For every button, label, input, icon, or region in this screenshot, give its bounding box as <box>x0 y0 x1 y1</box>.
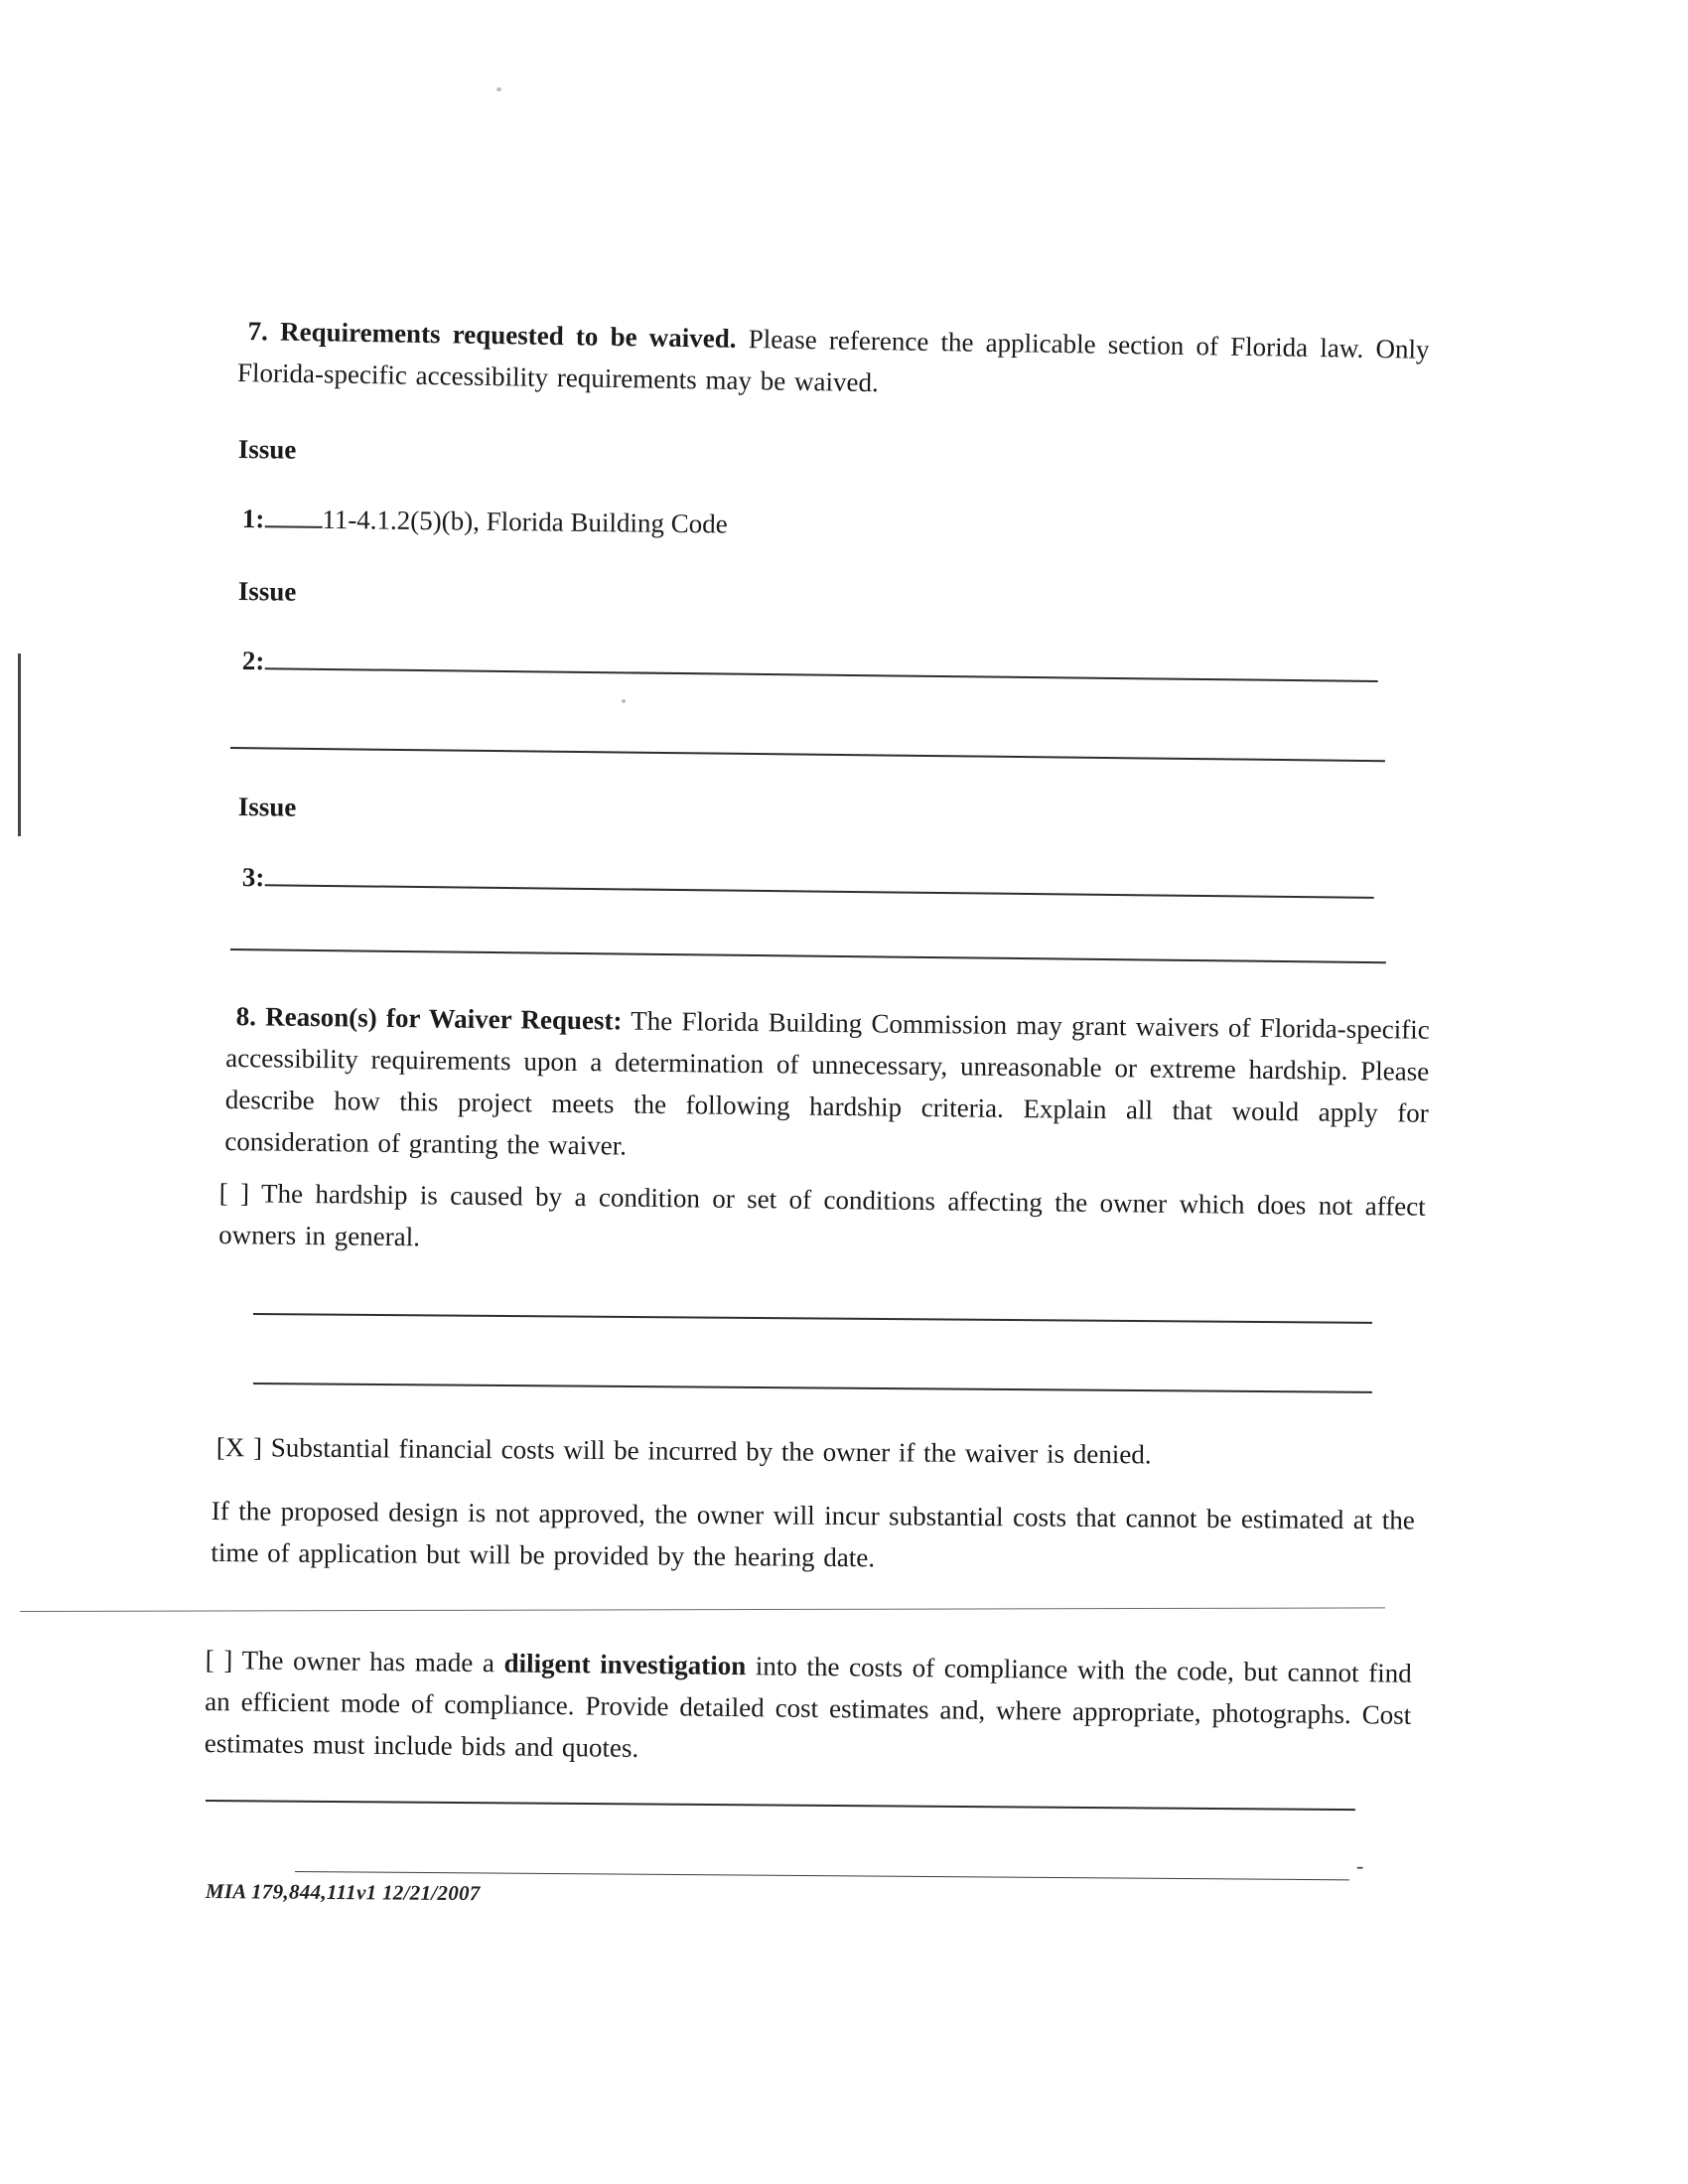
criterion-3-answer-line-1 <box>206 1800 1355 1811</box>
section-8-heading <box>224 995 1430 1176</box>
section-8-number-title: 8. Reason(s) for Waiver Request: <box>235 1001 623 1036</box>
issue-3-blank-line-1 <box>264 878 1373 899</box>
criterion-3-text-post: into the costs of compliance with the code, but cannot find an efficient mode of compliance. Provide detailed cost estimates and, where appropriate, photographs. Cost estimates must include bids and quotes. <box>204 1651 1412 1763</box>
section-7-number-title: 7. Requirements requested to be waived. <box>247 316 737 354</box>
checkbox-unchecked: [ ] <box>205 1644 233 1675</box>
criterion-1-answer-line-2 <box>253 1383 1372 1393</box>
criterion-3-diligent-investigation <box>205 1639 1412 1778</box>
issue-2-row <box>242 644 1378 690</box>
issue-3-row <box>242 860 1374 907</box>
criterion-2-text: Substantial financial costs will be incurred by the owner if the waiver is denied. <box>270 1432 1152 1470</box>
criterion-1-text: The hardship is caused by a condition or set of conditions affecting the owner which does not affect owners in general. <box>218 1178 1426 1252</box>
issue-1-blank-line <box>264 519 322 528</box>
scan-speck <box>496 87 501 91</box>
section-7-intro-text: Please reference the applicable section of Florida law. Only Florida-specific accessibility requirements may be waived. <box>236 324 1430 398</box>
scan-artifact-line <box>18 654 21 836</box>
criterion-3-answer-line-2 <box>295 1871 1349 1880</box>
criterion-2-response: If the proposed design is not approved, the owner will incur substantial costs that cannot be estimated at the time of application but will be provided by the hearing date. <box>211 1495 1415 1573</box>
issue-1-value: 11-4.1.2(5)(b), Florida Building Code <box>322 504 728 539</box>
issue-2-blank-line-2 <box>230 747 1385 762</box>
issue-2-number: 2: <box>241 645 265 676</box>
criterion-3-text-bold: diligent investigation <box>503 1648 747 1681</box>
issue-3-label: Issue <box>237 791 297 822</box>
checkbox-unchecked: [ ] <box>218 1177 250 1209</box>
issue-1-number: 1: <box>241 503 265 534</box>
criterion-1-answer-line-1 <box>253 1313 1372 1324</box>
issue-2-blank-line-1 <box>264 661 1377 682</box>
document-reference-number: MIA 179,844,111v1 12/21/2007 <box>205 1879 481 1906</box>
issue-1-row <box>242 502 728 541</box>
scan-mark-dash: - <box>1356 1853 1364 1878</box>
criterion-2-financial-costs <box>216 1426 1438 1478</box>
checkbox-checked: [X ] <box>215 1431 263 1463</box>
issue-3-number: 3: <box>241 861 265 893</box>
criterion-1-hardship-condition <box>218 1172 1426 1269</box>
issue-2-label: Issue <box>237 575 297 607</box>
section-7-heading <box>237 310 1430 412</box>
criterion-3-text-pre: The owner has made a <box>241 1645 495 1678</box>
section-8-intro-text: The Florida Building Commission may grant waivers of Florida-specific accessibility requirements upon a determination of unnecessary, unreasonable or extreme hardship. Please describe how this project meets the following hardship criteria. Explain all that would apply for consideration of granting the waiver. <box>224 1005 1430 1161</box>
scan-speck <box>622 699 626 703</box>
page-divider-rule <box>20 1607 1385 1612</box>
issue-3-blank-line-2 <box>230 948 1386 963</box>
issue-1-label: Issue <box>237 433 297 465</box>
